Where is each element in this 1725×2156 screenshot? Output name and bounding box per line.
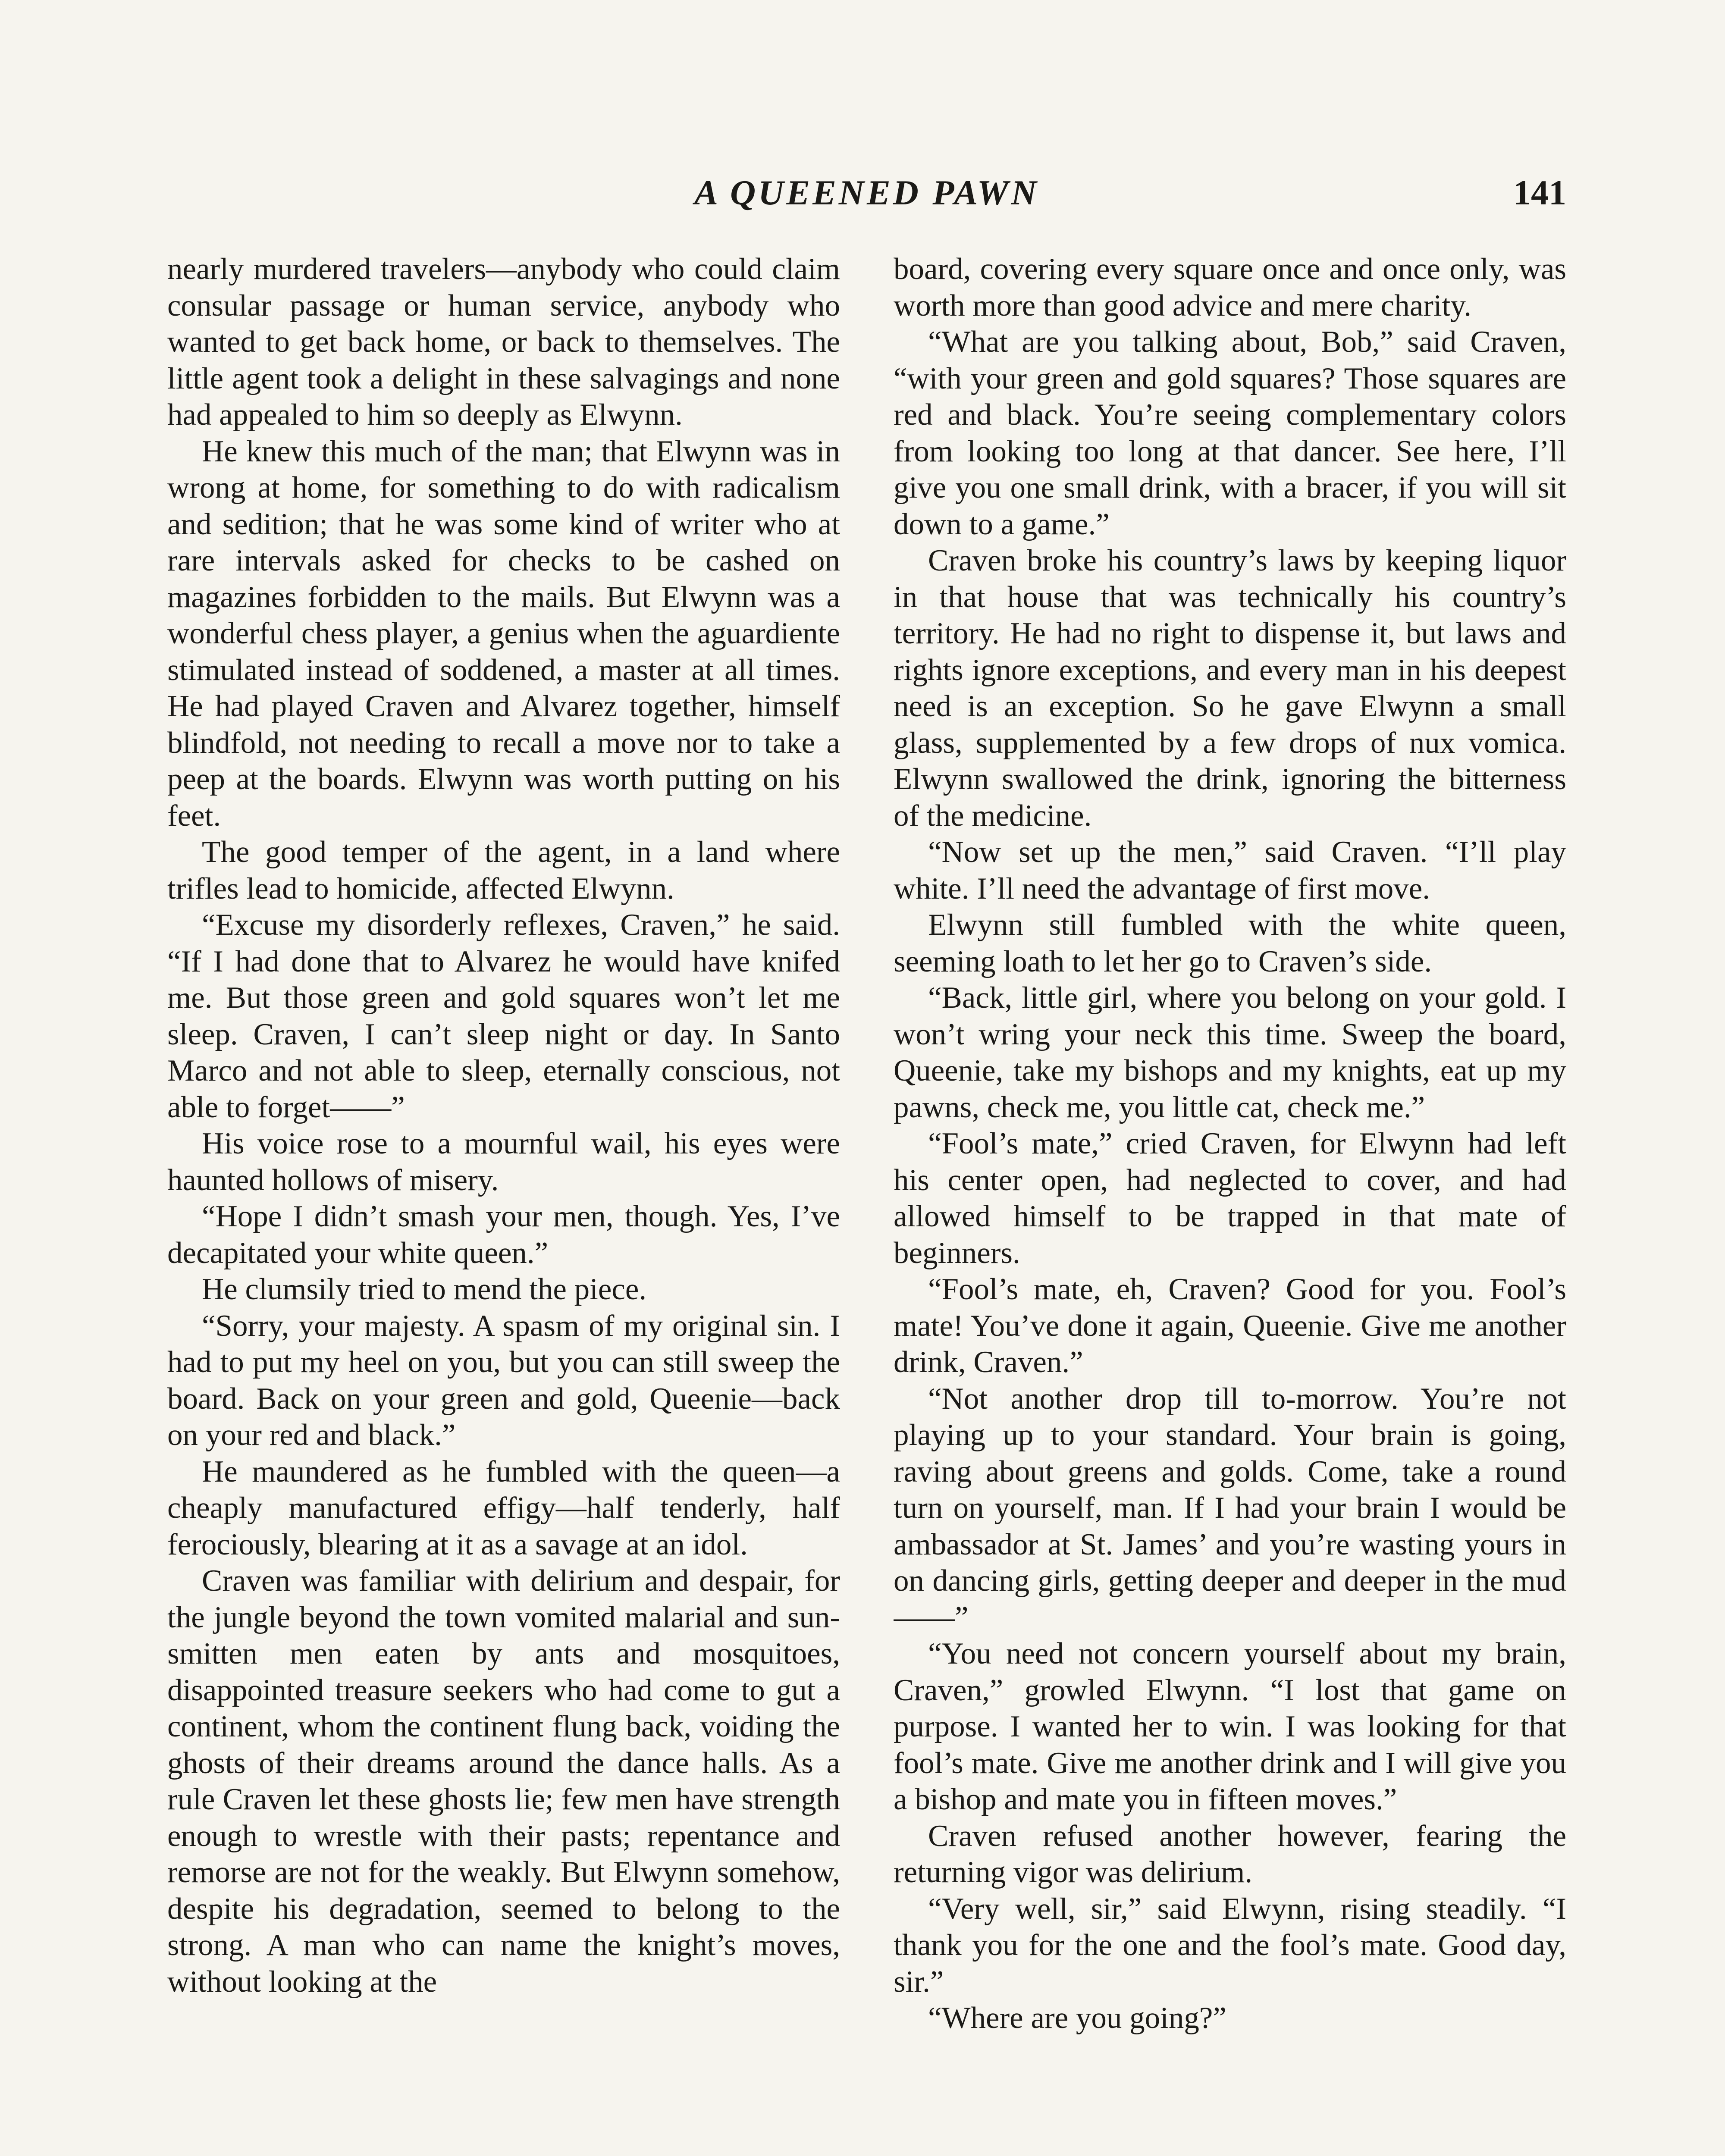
paragraph: Craven broke his country’s laws by keeping liquor in that house that was technically his country’s territory. He had no right to dispense it, but laws and rights ignore exceptions, and every man in his deepest need is an exception. So he gave Elwynn a small glass, supplemented by a few drops of nux vomica. Elwynn swallowed the drink, ignoring the bitterness of the medicine. xyxy=(894,544,1566,833)
paragraph: “Where are you going?” xyxy=(928,2001,1226,2035)
paragraph: “You need not concern yourself about my brain, Craven,” growled Elwynn. “I lost that game on purpose. I wanted her to win. I was looking for that fool’s mate. Give me another drink and I will give you a bishop and mate you in fifteen moves.” xyxy=(894,1637,1566,1816)
paragraph: “Now set up the men,” said Craven. “I’ll play white. I’ll need the advantage of first move. xyxy=(894,835,1566,906)
body-text xyxy=(167,251,1566,2156)
paragraph: “Excuse my disorderly reflexes, Craven,” he said. “If I had done that to Alvarez he would have knifed me. But those green and gold squares won’t let me sleep. Craven, I can’t sleep night or day. In Santo Marco and not able to sleep, eternally conscious, not able to forget——” xyxy=(167,908,840,1124)
paragraph: He clumsily tried to mend the piece. xyxy=(202,1272,647,1306)
paragraph: “Not another drop till to-morrow. You’re not playing up to your standard. Your brain is going, raving about greens and golds. Come, take a round turn on yourself, man. If I had your brain I would be ambassador at St. James’ and you’re wasting yours in on dancing girls, getting deeper and deeper in the mud——” xyxy=(894,1382,1566,1634)
paragraph: nearly murdered travelers—anybody who could claim consular passage or human service, anybody who wanted to get back home, or back to themselves. The little agent took a delight in these salvagings and none had appealed to him so deeply as Elwynn. xyxy=(167,252,840,432)
page-number: 141 xyxy=(1513,173,1566,212)
paragraph: “What are you talking about, Bob,” said Craven, “with your green and gold squares? Those squares are red and black. You’re seeing complementary colors from looking too long at that dancer. See here, I’ll give you one small drink, with a bracer, if you will sit down to a game.” xyxy=(894,325,1566,541)
paragraph: He maundered as he fumbled with the queen—a cheaply manufactured effigy—half tenderly, half ferociously, blearing at it as a savage at an idol. xyxy=(167,1454,840,1561)
left-column xyxy=(167,251,840,2156)
paragraph: “Fool’s mate,” cried Craven, for Elwynn had left his center open, had neglected to cover, and had allowed himself to be trapped in that mate of beginners. xyxy=(894,1127,1566,1270)
paragraph: He knew this much of the man; that Elwynn was in wrong at home, for something to do with radicalism and sedition; that he was some kind of writer who at rare intervals asked for checks to be cashed on magazines forbidden to the mails. But Elwynn was a wonderful chess player, a genius when the aguardiente stimulated instead of soddened, a master at all times. He had played Craven and Alvarez together, himself blindfold, not needing to recall a move nor to take a peep at the boards. Elwynn was worth putting on his feet. xyxy=(167,434,840,833)
paragraph: Craven was familiar with delirium and despair, for the jungle beyond the town vomited malarial and sun-smitten men eaten by ants and mosquitoes, disappointed treasure seekers who had come to gut a continent, whom the continent flung back, voiding the ghosts of their dreams around the dance halls. As a rule Craven let these ghosts lie; few men have strength enough to wrestle with their pasts; repentance and remorse are not for the weakly. But Elwynn somehow, despite his degradation, seemed to belong to the strong. A man who can name the knight’s moves, without looking at the xyxy=(167,1564,840,1999)
paragraph: Craven refused another however, fearing the returning vigor was delirium. xyxy=(894,1819,1566,1889)
paragraph: “Very well, sir,” said Elwynn, rising steadily. “I thank you for the one and the fool’s mate. Good day, sir.” xyxy=(894,1892,1566,1999)
paragraph: “Sorry, your majesty. A spasm of my original sin. I had to put my heel on you, but you can still sweep the board. Back on your green and gold, Queenie—back on your red and black.” xyxy=(167,1309,840,1452)
page-header xyxy=(167,172,1566,220)
paragraph: “Fool’s mate, eh, Craven? Good for you. Fool’s mate! You’ve done it again, Queenie. Give me another drink, Craven.” xyxy=(894,1272,1566,1379)
right-column xyxy=(894,251,1566,2156)
paragraph: “Hope I didn’t smash your men, though. Yes, I’ve decapitated your white queen.” xyxy=(167,1200,840,1270)
paragraph: Elwynn still fumbled with the white queen, seeming loath to let her go to Craven’s side. xyxy=(894,908,1566,978)
paragraph: His voice rose to a mournful wail, his eyes were haunted hollows of misery. xyxy=(167,1127,840,1197)
paragraph: The good temper of the agent, in a land where trifles lead to homicide, affected Elwynn. xyxy=(167,835,840,906)
running-title: A QUEENED PAWN xyxy=(694,173,1039,212)
paragraph: “Back, little girl, where you belong on your gold. I won’t wring your neck this time. Sweep the board, Queenie, take my bishops and my knights, eat up my pawns, check me, you little cat, check me.” xyxy=(894,981,1566,1124)
paragraph: board, covering every square once and once only, was worth more than good advice and mere charity. xyxy=(894,252,1566,323)
